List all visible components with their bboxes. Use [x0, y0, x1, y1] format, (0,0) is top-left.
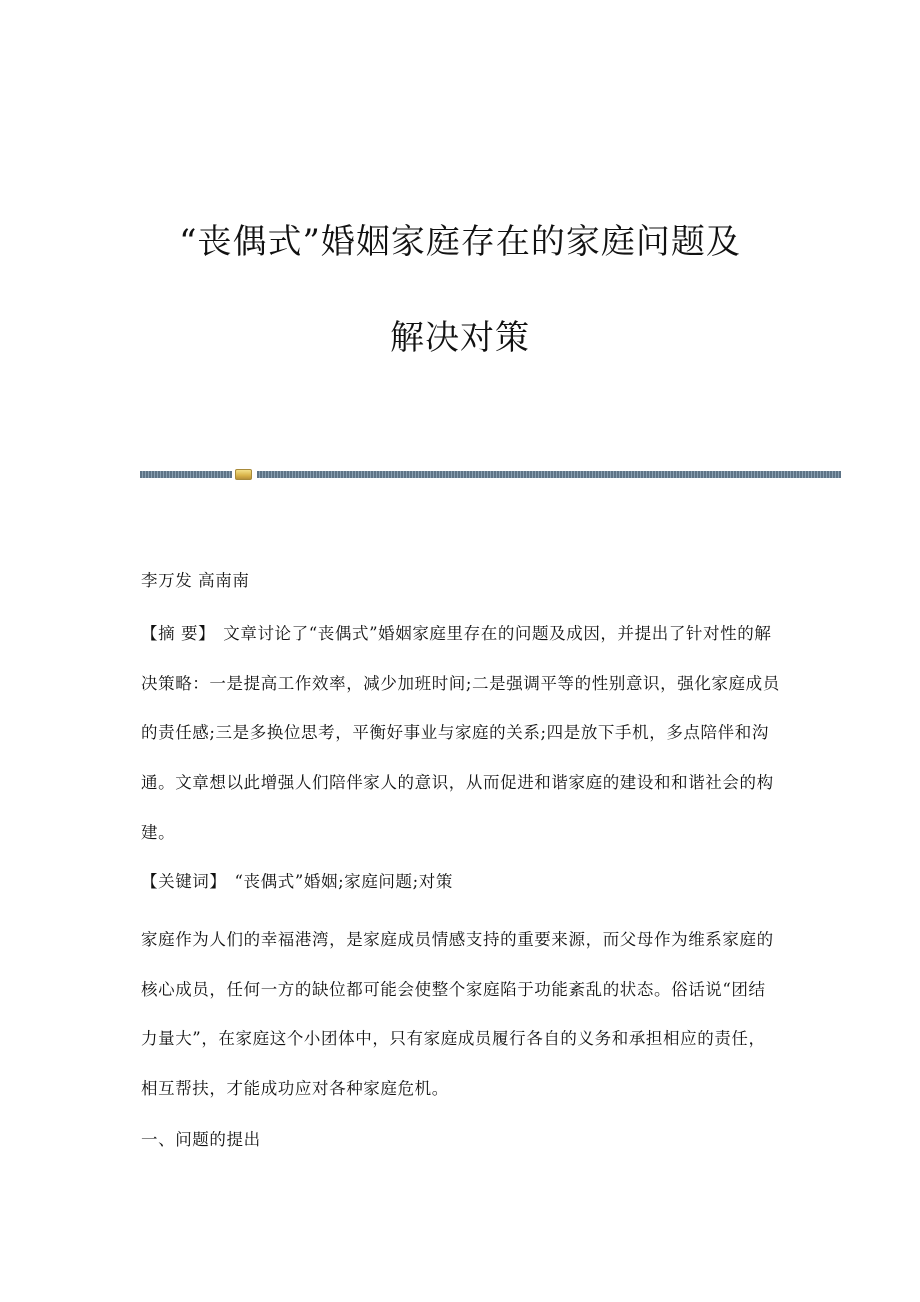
divider-ornament-icon	[235, 469, 252, 480]
title-divider	[140, 469, 841, 481]
section-heading: 一、问题的提出	[141, 1130, 261, 1149]
abstract	[141, 609, 781, 858]
keywords	[141, 857, 781, 907]
abstract-text: 文章讨论了“丧偶式”婚姻家庭里存在的问题及成因，并提出了针对性的解决策略：一是提高工作效率，减少加班时间;二是强调平等的性别意识，强化家庭成员的责任感;三是多换位思考，平衡好事业与家庭的关系;四是放下手机，多点陪伴和沟通。文章想以此增强人们陪伴家人的意识，从而促进和谐家庭的建设和和谐社会的构建。	[141, 624, 780, 842]
divider-bar-right	[257, 471, 841, 478]
document-title-line-1: “丧偶式”婚姻家庭存在的家庭问题及	[179, 222, 741, 262]
keywords-text: “丧偶式”婚姻;家庭问题;对策	[234, 872, 453, 891]
authors: 李万发 高南南	[141, 571, 250, 590]
abstract-label: 【摘 要】	[141, 624, 216, 643]
document-title-line-2: 解决对策	[390, 318, 530, 358]
keywords-label: 【关键词】	[141, 872, 227, 891]
divider-bar-left	[140, 471, 232, 478]
body-paragraph: 家庭作为人们的幸福港湾，是家庭成员情感支持的重要来源，而父母作为维系家庭的核心成员，任何一方的缺位都可能会使整个家庭陷于功能紊乱的状态。俗话说“团结力量大”，在家庭这个小团体中，只有家庭成员履行各自的义务和承担相应的责任，相互帮扶，才能成功应对各种家庭危机。	[141, 930, 774, 1099]
